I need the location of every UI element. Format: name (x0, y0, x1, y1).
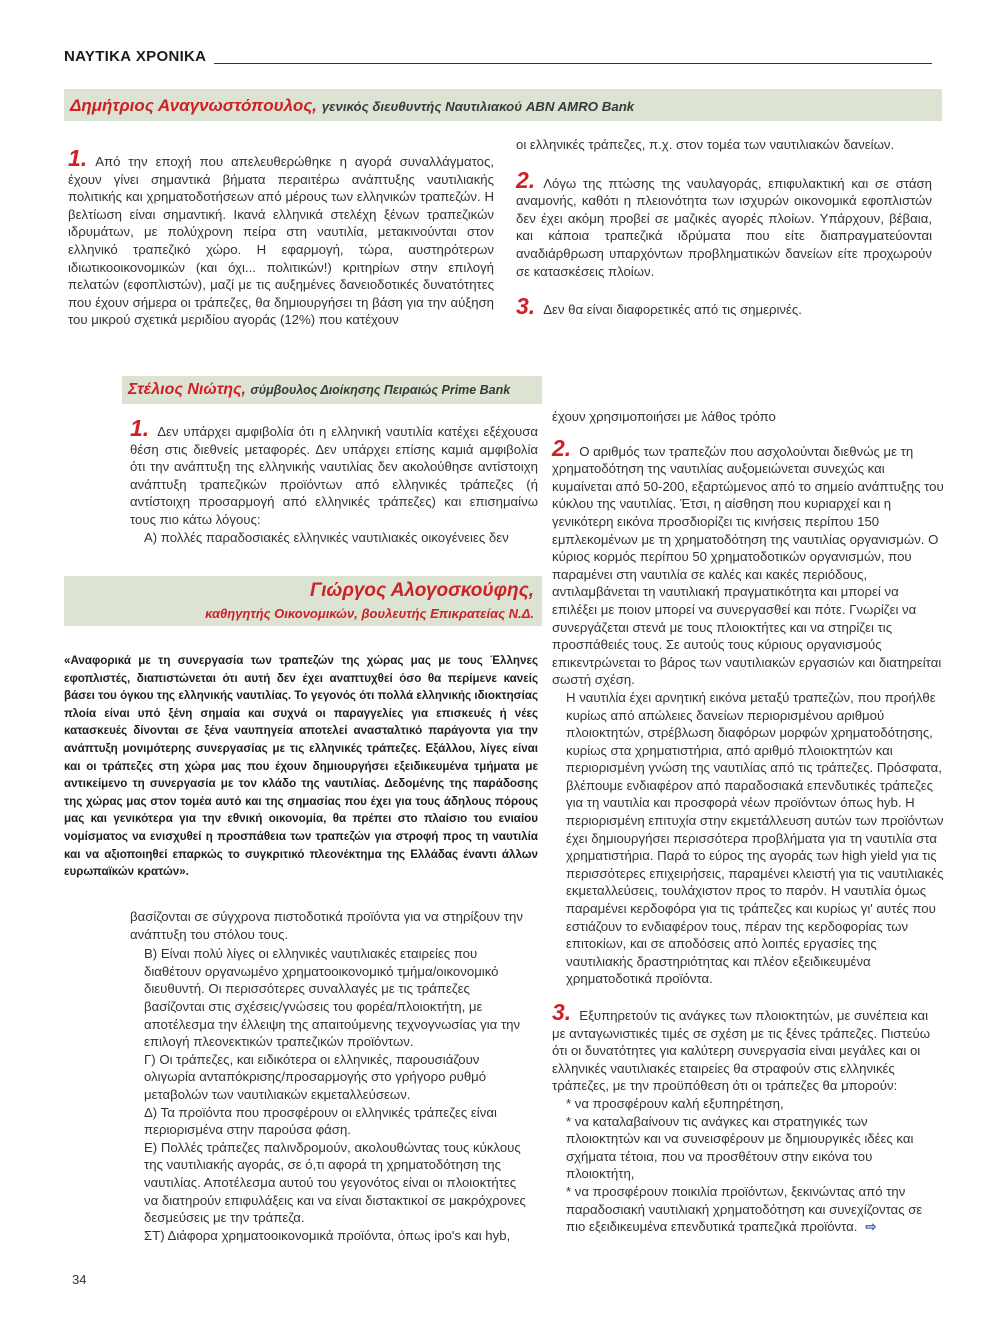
section1-answer-1 (68, 145, 494, 329)
end-arrow-icon: ⇨ (865, 1219, 877, 1235)
section3-quote (64, 652, 538, 881)
answer-number: 1. (68, 145, 88, 171)
section2-right-top: έχουν χρησιμοποιήσει με λάθος τρόπο (552, 409, 776, 424)
section1-right-column (516, 136, 932, 319)
section2-reason-d: Δ) Τα προϊόντα που προσφέρουν οι ελληνικές τράπεζες είναι περιορισμένα στην παρούσα φάση. (144, 1104, 497, 1138)
section2-bullet-2: * να καταλαβαίνουν τις ανάγκες και στρατηγικές των πλοιοκτητών και να συνεισφέρουν με δημιουργικές ιδέες και σχήματα τέτοια, που να προσθέτουν στην εικόνα του πλοιοκτήτη, (566, 1113, 914, 1182)
section1-answer-2 (516, 166, 932, 281)
answer-text: Ο αριθμός των τραπεζών που ασχολούνται διεθνώς με τη χρηματοδότηση της ναυτιλίας αυξομειώνεται συνεχώς και κυμαίνεται από 50-200, εξαρτώμενος από το σημείο ανάπτυξης του κύκλου της ναυτιλίας. Έτσι, η αίσθηση που κυριαρχεί και η γενικότερη εικόνα προσδιορίζει τις κινήσεις περίπου 150 εμπλεκομένων με τη χρηματοδότηση της ναυτιλίας οργανισμών. Ο κύριος κορμός περίπου 50 χρηματοδοτικών οργανισμών, που παραμένει στη ναυτιλία σε καλές και κακές περιόδους, αντιλαμβάνεται τη ναυτιλιακή πραγματικότητα και μπορεί να επιλέξει με ποιον μπορεί να συνεργασθεί και πότε. Γνωρίζει να συνεργάζεται στενά με τους πλοιοκτήτες και να στηρίζει τις προσπάθειές τους. Σε αυτούς τους κύριους οργανισμούς επικεντρώνεται το βάρος των ναυτιλιακών εργασιών και διατηρείται σωστή σχέση. (552, 443, 944, 688)
section1-answer-1-continued: οι ελληνικές τράπεζες, π.χ. στον τομέα των ναυτιλιακών δανείων. (516, 137, 895, 152)
answer-text: Λόγω της πτώσης της ναυλαγοράς, επιφυλακτική και σε στάση αναμονής, καθότι η πλειονότητα των ισχυρών οικονομικά εφοπλιστών δεν έχει ακόμη προβεί σε μαζικές αγορές πλοίων. Υπάρχουν, βέβαια, και κάποια τραπεζικά ιδρύματα που είτε διαπραγματεύονται αναδιάρθρωση υπαρχόντων προβληματικών δανείων είτε προχωρούν σε κατασκέσεις πλοίων. (516, 175, 932, 279)
answer-number: 2. (552, 434, 572, 461)
answer-text: Δεν θα είναι διαφορετικές από τις σημερινές. (543, 302, 802, 318)
section2-reason-e: Ε) Πολλές τράπεζες παλινδρομούν, ακολουθώντας τους κύκλους της ναυτιλιακής αγοράς, σε ό,τι αφορά τη χρηματοδότηση της ναυτιλίας. Αποτέλεσμα αυτού του γεγονότος είναι οι πλοιοκτήτες να διατηρούν επιφυλάξεις και να είναι διστακτικοί σε μακρόχρονες δεσμεύσεις με την τράπεζα. (144, 1139, 526, 1226)
section2-reason-c: Γ) Οι τράπεζες, και ειδικότερα οι ελληνικές, παρουσιάζουν ολιγωρία ανταπόκρισης/προσαρμογής στο γρήγορο ρυθμό μεταβολών των ναυτιλιακών εκμεταλλεύσεων. (144, 1051, 487, 1102)
section3-title (64, 580, 534, 621)
section2-reason-a: Α) πολλές παραδοσιακές ελληνικές ναυτιλιακές οικογένειες δεν (144, 529, 509, 545)
section1-answer-3 (516, 293, 932, 320)
masthead-rule (214, 63, 932, 64)
section2-answer-1 (130, 415, 538, 529)
section2-role: σύμβουλος Διοίκησης Πειραιώς Prime Bank (250, 383, 511, 397)
answer-text: Δεν υπάρχει αμφιβολία ότι η ελληνική ναυτιλία κατέχει εξέχουσα θέση στις διεθνείς μεταφορές. Δεν υπάρχει επίσης καμιά αμφιβολία ότι την ανάπτυξη της ελληνικής ναυτιλίας δεν ακολούθησε αντίστοιχη ανάπτυξη τραπεζικών προϊόντων από ελληνικές τράπεζες (ή αντίστοιχη προσαρμογή από ελληνικές τράπεζες) και επισημαίνω τους πιο κάτω λόγους: (130, 424, 538, 527)
section2-answer-2 (552, 434, 944, 689)
answer-number: 3. (516, 293, 536, 320)
section2-bullet-3 (552, 1183, 944, 1236)
answer-number: 2. (516, 166, 536, 193)
section2-left-intro: βασίζονται σε σύγχρονα πιστοδοτικά προϊόντα για να στηρίξουν την ανάπτυξη του στόλου τους. (130, 909, 523, 942)
section2-right-column (552, 408, 944, 1236)
bullet-text: * να προσφέρουν ποικιλία προϊόντων, ξεκινώντας από την παραδοσιακή ναυτιλιακή χρηματοδότηση και συνεχίζοντας σε πιο εξειδικευμένα επενδυτικά τραπεζικά προϊόντα. (566, 1183, 923, 1235)
section3-role: καθηγητής Οικονομικών, βουλευτής Επικρατείας Ν.Δ. (205, 606, 534, 621)
section2-title (128, 381, 510, 399)
page-number: 34 (72, 1272, 87, 1287)
section2-reason-f: ΣΤ) Διάφορα χρηματοοικονομικά προϊόντα, όπως ipo's και hyb, (144, 1227, 511, 1243)
answer-text: Εξυπηρετούν τις ανάγκες των πλοιοκτητών, με συνέπεια και με ανταγωνιστικές τιμές σε σχέση με τις ξένες τράπεζες. Πιστεύω ότι οι δυνατότητες για καλύτερη συνεργασία είναι μεγάλες και οι ελληνικές ναυτιλιακές εταιρείες θα στραφούν στις ελληνικές τράπεζες, με την προϋπόθεση ότι οι τράπεζες θα μπορούν: (552, 1008, 931, 1094)
section2-bullet-1: * να προσφέρουν καλή εξυπηρέτηση, (566, 1095, 784, 1111)
section3-name: Γιώργος Αλογοσκούφης, (309, 580, 534, 601)
section1-title (70, 96, 634, 116)
section2-left-top (130, 415, 538, 546)
section1-left-column (68, 145, 494, 329)
masthead: ΝΑΥΤΙΚΑ ΧΡΟΝΙΚΑ (64, 48, 207, 65)
section2-name: Στέλιος Νιώτης, (128, 381, 246, 398)
section1-name: Δημήτριος Αναγνωστόπουλος, (70, 96, 318, 115)
section2-left-bottom (130, 908, 530, 1244)
section2-reason-b: Β) Είναι πολύ λίγες οι ελληνικές ναυτιλιακές εταιρείες που διαθέτουν οργανωμένο χρηματοοικονομικό τμήμα/οικονομικό διευθυντή. Οι περισσότερες συναλλαγές με τις τράπεζες βασίζονται στις σχέσεις/γνώσεις του φορέα/πλοιοκτήτη, με αποτέλεσμα την έλλειψη της απαιτούμενης τεχνογνωσίας για την επιλογή πλεονεκτικών τραπεζικών προϊόντων. (144, 946, 521, 1050)
answer-number: 1. (130, 415, 150, 441)
answer-text: Από την εποχή που απελευθερώθηκε η αγορά συναλλάγματος, έχουν γίνει σημαντικά βήματα περαιτέρω ανάπτυξης ναυτιλιακής πολιτικής και χρηματοδοτήσεων από μέρους των ελληνικών τραπεζών. Η βελτίωση είναι σημαντική. Ικανά ελληνικά στελέχη ξένων τραπεζικών ιδρυμάτων, με πολύχρονη πείρα στη ναυτιλία, μετακινούνται στον ελληνικό τραπεζικό χώρο. Η εφαρμογή, τώρα, αυστηρότερων ιδιωτικοοικονομικών (και όχι... πολιτικών!) κριτηρίων στην επιλογή πελατών (εφοπλιστών), μαζί με τις αυξημένες δανειοδοτικές δυνατότητες που έχουν σήμερα οι τράπεζες, θα δημιουργήσει τη βάση για την αύξηση του μικρού σχετικά μεριδίου αγοράς (12%) που κατέχουν (68, 154, 494, 328)
answer-number: 3. (552, 999, 572, 1025)
quote-text: «Αναφορικά με τη συνεργασία των τραπεζών της χώρας μας με τους Έλληνες εφοπλιστές, διαπιστώνεται ότι αυτή δεν έχει αναπτυχθεί όσο θα περίμενε κανείς βάσει του όγκου της ελληνικής ναυτιλίας. Το γεγονός ότι πολλά ελληνικής ιδιοκτησίας πλοία είναι υπό ξένη σημαία και συχνά οι παραγγελίες για επισκευές ή νέες κατασκευές δίνονται σε ξένα ναυπηγεία αποτελεί ανασταλτικό παράγοντα για την ανάπτυξη μονιμότερης συνεργασίας με τις ελληνικές τράπεζες. Εξάλλου, λίγες είναι και οι τράπεζες στη χώρα μας που έχουν δημιουργήσει εξειδικευμένα τμήματα με αντικείμενο τη συνεργασία με τον κλάδο της ναυτιλίας. Δεδομένης της παράδοσης της χώρας μας στον τομέα αυτό και της σημασίας που έχει για τους άδηλους πόρους μας και γενικότερα για την εθνική οικονομία, θα πρέπει στο πλαίσιο του ενιαίου νομίσματος να ενισχυθεί η προσπάθεια των τραπεζών για στροφή προς τη ναυτιλία και να αξιοποιηθεί επαρκώς το συγκριτικό πλεονέκτημα της Ελλάδας έναντι άλλων ευρωπαϊκών κρατών». (64, 654, 538, 879)
section2-answer-2-p2: Η ναυτιλία έχει αρνητική εικόνα μεταξύ τραπεζών, που προήλθε κυρίως από απώλειες δανείων περιορισμένου αριθμού πλοιοκτητών, στρέβλωση διαφόρων μορφών χρηματοδότησης, κυρίως στα χρηματιστήρια, από αριθμό πλοιοκτητών και περιορισμένη γνώση της ναυτιλίας από τις τράπεζες. Πρόσφατα, βλέπουμε ενδιαφέρον από παραδοσιακά επενδυτικές τράπεζες για τη ναυτιλία και προσφορά νέων προϊόντων όπως hyb. Η περιορισμένη επιτυχία στην εκμετάλλευση αυτών των προϊόντων έχει δημιουργήσει περισσότερα προβλήματα για τη ναυτιλία στα χρηματιστήρια. Παρά το εύρος της αγοράς των high yield για τις περισσότερες επιχειρήσεις, παραμένει κλειστή για τις ναυτιλιακές εκμεταλλεύσεις, τουλάχιστον προς το παρόν. Η ναυτιλία όμως παραμένει κερδοφόρα για τις τράπεζες και κυρίως γι' αυτές που εστιάζουν το ενδιαφέρον τους, πέραν της κερδοφορίας των επιτοκίων, και σε αποδόσεις από λοιπές εργασίες της ναυτιλιακής δραστηριότητας και πλέον εξειδικευμένα χρηματοδοτικά προϊόντα. (566, 689, 944, 987)
section2-answer-3 (552, 999, 944, 1095)
section1-role: γενικός διευθυντής Ναυτιλιακού ABN AMRO Bank (321, 99, 635, 114)
